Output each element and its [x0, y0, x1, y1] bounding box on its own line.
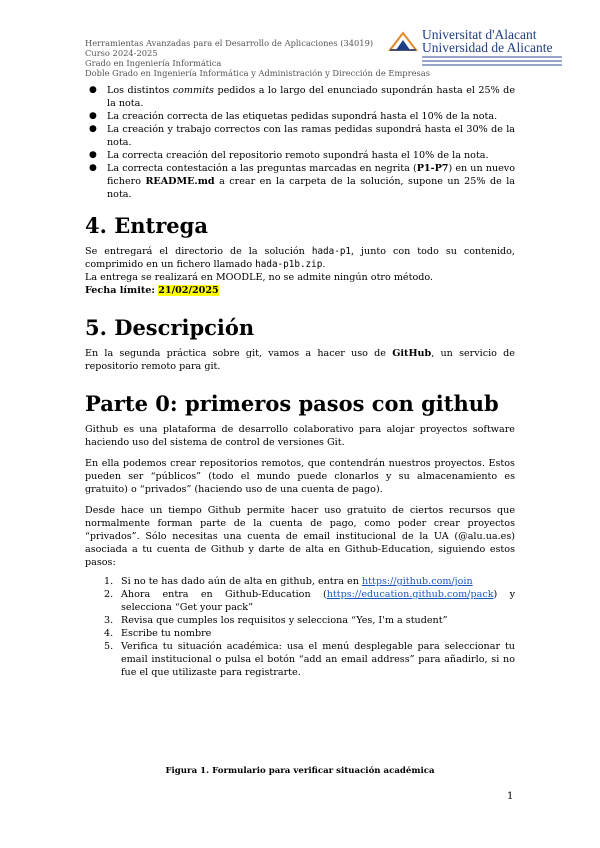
header-line-double-degree: Doble Grado en Ingeniería Informática y Administración y Dirección de Empresas [85, 68, 430, 78]
logo-name-spanish: Universidad de Alicante [422, 40, 553, 55]
logo-name-valencian: Universitat d'Alacant [422, 27, 537, 42]
list-item: ● La correcta creación del repositorio remoto supondrá hasta el 10% de la nota. [89, 150, 489, 161]
descripcion-paragraph: En la segunda práctica sobre git, vamos a hacer uso de GitHub, un servicio de repositorio remoto para git. [85, 348, 515, 372]
list-item: 4. Escribe tu nombre [104, 628, 212, 639]
list-item: ● La correcta contestación a las preguntas marcadas en negrita (P1-P7) en un nuevo fichero README.md a crear en la carpeta de la solución, supone un 25% de la nota. [89, 163, 516, 200]
logo-subtitle-lines [422, 56, 562, 68]
list-item: ● Los distintos commits pedidos a lo largo del enunciado supondrán hasta el 25% de la nota. [89, 85, 515, 109]
deadline: Fecha límite: 21/02/2025 [85, 285, 219, 296]
header-line-degree: Grado en Ingeniería Informática [85, 58, 222, 68]
university-logo-icon [388, 30, 418, 52]
list-item: ● La creación y trabajo correctos con las ramas pedidas supondrá hasta el 30% de la nota. [89, 124, 515, 148]
section-title-parte0: Parte 0: primeros pasos con github [85, 391, 499, 416]
university-logo [388, 28, 568, 72]
parte0-paragraph-1: Github es una plataforma de desarrollo colaborativo para alojar proyectos software haciendo uso del sistema de control de versiones Git. [85, 424, 515, 448]
list-item: 1. Si no te has dado aún de alta en github, entra en https://github.com/join [104, 576, 473, 587]
list-item: 5. Verifica tu situación académica: usa el menú desplegable para seleccionar tu email institucional o pulsa el botón “add an email address” para añadirlo, si no fue el que utilizaste para registrarte. [104, 641, 515, 678]
section-title-descripcion: 5. Descripción [85, 315, 255, 340]
entrega-paragraph: Se entregará el directorio de la solución hada-p1, junto con todo su contenido, comprimido en un fichero llamado hada-p1b.zip. [85, 246, 515, 270]
github-education-link[interactable]: https://education.github.com/pack [326, 589, 494, 600]
deadline-date: 21/02/2025 [158, 285, 219, 296]
section-title-entrega: 4. Entrega [85, 213, 208, 238]
header-line-year: Curso 2024-2025 [85, 48, 158, 58]
header-course-info [85, 38, 430, 78]
parte0-paragraph-3: Desde hace un tiempo Github permite hacer uso gratuito de ciertos recursos que normalmente forman parte de la cuenta de pago, como poder crear proyectos “privados”. Sólo necesitas una cuenta de email institucional de la UA (@alu.ua.es) asociada a tu cuenta de Github y darte de alta en Github-Education, siguiendo estos pasos: [85, 505, 515, 568]
list-item: ● La creación correcta de las etiquetas pedidas supondrá hasta el 10% de la nota. [89, 111, 498, 122]
steps-list [85, 575, 515, 679]
parte0-paragraph-2: En ella podemos crear repositorios remotos, que contendrán nuestros proyectos. Estos pueden ser “públicos” (todo el mundo puede clonarlos y su almacenamiento es gratuito) o “privados” (haciendo uso de una cuenta de pago). [85, 458, 515, 495]
page-number: 1 [507, 791, 514, 802]
document-body [85, 84, 515, 679]
grading-list [85, 84, 515, 201]
entrega-method: La entrega se realizará en MOODLE, no se admite ningún otro método. [85, 272, 434, 283]
list-item: 3. Revisa que cumples los requisitos y selecciona “Yes, I'm a student” [104, 615, 448, 626]
github-join-link[interactable]: https://github.com/join [361, 576, 473, 587]
list-item: 2. Ahora entra en Github-Education (https://education.github.com/pack) y selecciona “Get your pack” [104, 589, 515, 613]
header-line-subject: Herramientas Avanzadas para el Desarrollo de Aplicaciones (34019) [85, 38, 374, 48]
figure-caption: Figura 1. Formulario para verificar situación académica [165, 766, 435, 776]
